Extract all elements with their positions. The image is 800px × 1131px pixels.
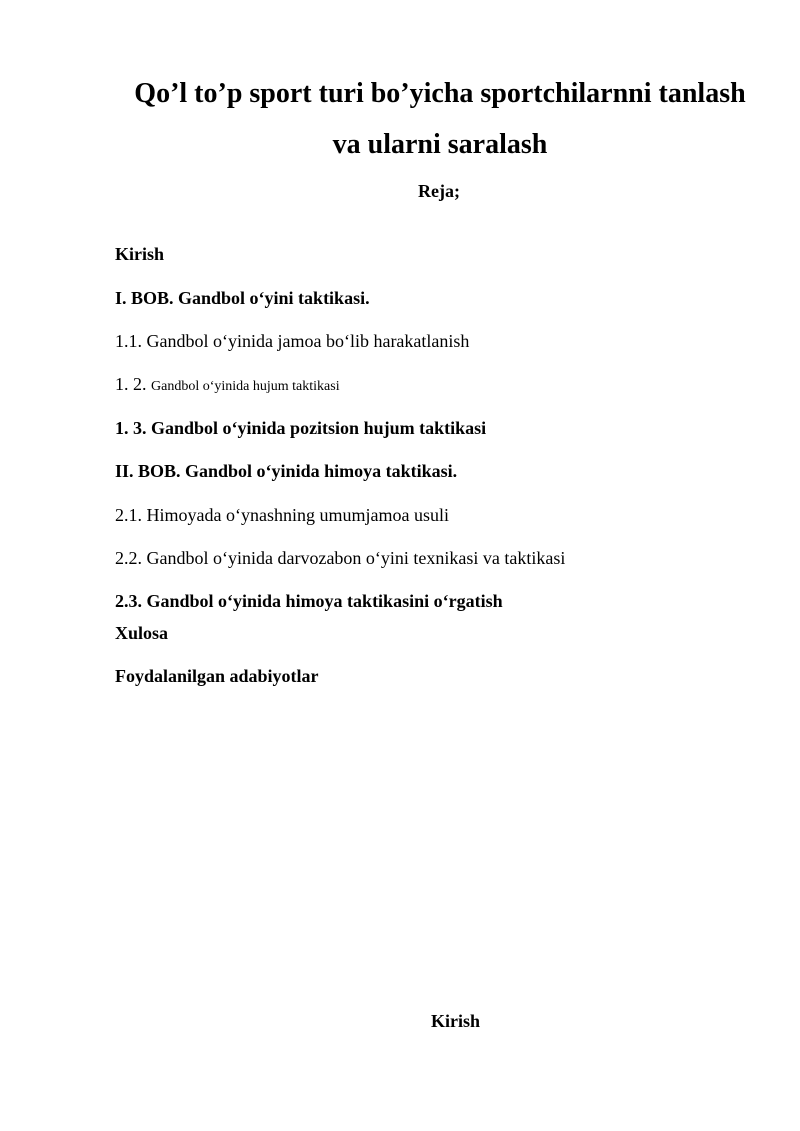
toc-item-introduction: Kirish	[115, 244, 165, 264]
plan-heading: Reja;	[418, 181, 460, 201]
document-title-line-2: va ularni saralash	[332, 129, 548, 160]
toc-item-1-3: 1. 3. Gandbol o‘yinida pozitsion hujum taktikasi	[115, 418, 487, 438]
toc-item-1-2-text: Gandbol o‘yinida hujum taktikasi	[151, 379, 340, 394]
toc-item-1-2	[115, 373, 340, 398]
section-heading-introduction: Kirish	[431, 1011, 481, 1031]
toc-item-chapter-1: I. BOB. Gandbol o‘yini taktikasi.	[115, 288, 370, 308]
toc-item-1-1: 1.1. Gandbol o‘yinida jamoa bo‘lib harakatlanish	[115, 331, 470, 351]
toc-item-2-2: 2.2. Gandbol o‘yinida darvozabon o‘yini texnikasi va taktikasi	[115, 548, 566, 568]
toc-item-1-2-number: 1. 2.	[115, 374, 147, 394]
document-title-line-1: Qo’l to’p sport turi bo’yicha sportchilarnni tanlash	[134, 78, 746, 109]
toc-item-chapter-2: II. BOB. Gandbol o‘yinida himoya taktikasi.	[115, 461, 458, 481]
toc-item-2-1: 2.1. Himoyada o‘ynashning umumjamoa usuli	[115, 505, 449, 525]
toc-item-2-3: 2.3. Gandbol o‘yinida himoya taktikasini o‘rgatish	[115, 591, 503, 611]
toc-item-references: Foydalanilgan adabiyotlar	[115, 666, 319, 686]
toc-item-conclusion: Xulosa	[115, 623, 169, 643]
